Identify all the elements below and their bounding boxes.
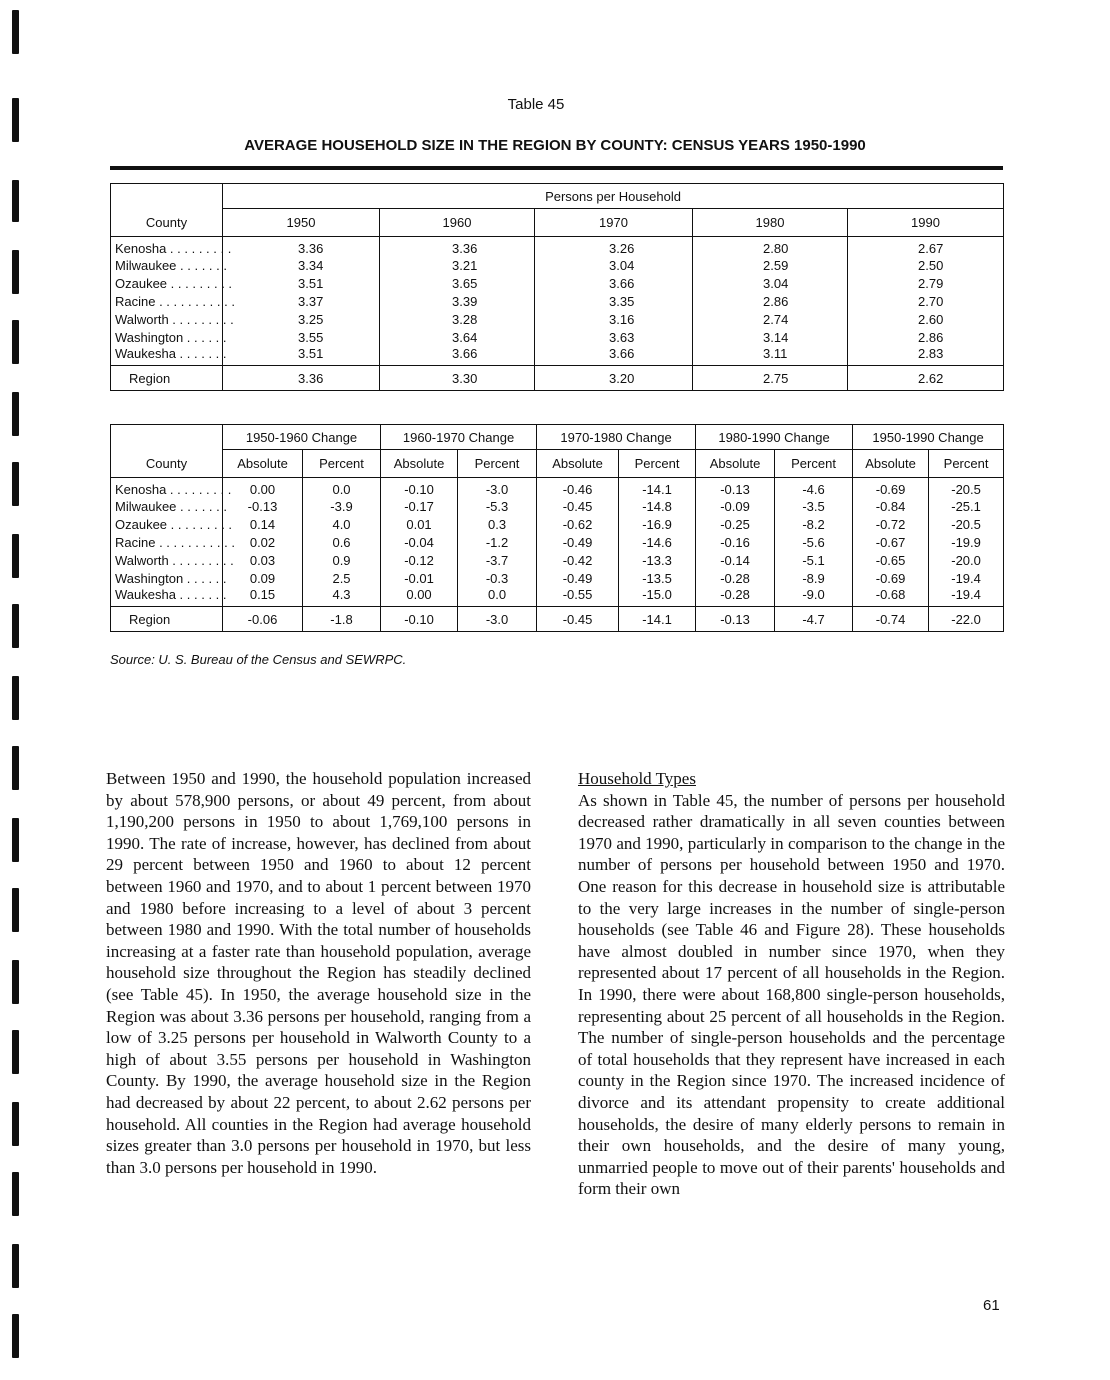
cell-value: -14.1	[619, 478, 696, 498]
cell-value: -0.25	[696, 515, 775, 533]
county-name: Kenosha . . . . . . . . .	[111, 478, 223, 498]
change-period-header: 1980-1990 Change	[696, 425, 853, 450]
table-row	[111, 292, 1004, 310]
cell-value: -0.12	[381, 551, 458, 569]
page-number: 61	[983, 1297, 1000, 1314]
absolute-header: Absolute	[381, 450, 458, 478]
percent-header: Percent	[303, 450, 381, 478]
county-column-header: County	[111, 450, 223, 478]
cell-value: 0.00	[223, 478, 303, 498]
cell-value: -0.65	[853, 551, 929, 569]
percent-header: Percent	[619, 450, 696, 478]
binder-mark	[12, 888, 19, 932]
cell-value: -0.3	[458, 569, 537, 587]
table-row	[111, 274, 1004, 292]
cell-value: -25.1	[929, 497, 1004, 515]
cell-value: -0.13	[696, 478, 775, 498]
cell-value: -0.62	[537, 515, 619, 533]
cell-value: 3.11	[693, 346, 848, 366]
table-row	[111, 478, 1004, 498]
cell-value: 3.63	[535, 328, 693, 346]
region-value: -14.1	[619, 607, 696, 632]
county-name: Waukesha . . . . . . .	[111, 346, 223, 366]
cell-value: -0.01	[381, 569, 458, 587]
cell-value: -1.2	[458, 533, 537, 551]
cell-value: 3.16	[535, 310, 693, 328]
table-row	[111, 533, 1004, 551]
cell-value: -0.67	[853, 533, 929, 551]
cell-value: -4.6	[775, 478, 853, 498]
cell-value: 3.25	[223, 310, 380, 328]
table-row	[111, 515, 1004, 533]
cell-value: 2.59	[693, 256, 848, 274]
cell-value: -3.7	[458, 551, 537, 569]
binder-mark	[12, 960, 19, 1004]
source-note: Source: U. S. Bureau of the Census and SEWRPC.	[110, 652, 407, 667]
cell-value: -3.0	[458, 478, 537, 498]
cell-value: 0.09	[223, 569, 303, 587]
region-value: 2.75	[693, 366, 848, 391]
cell-value: 2.5	[303, 569, 381, 587]
cell-value: -0.42	[537, 551, 619, 569]
table-row	[111, 346, 1004, 366]
cell-value: -0.04	[381, 533, 458, 551]
cell-value: -15.0	[619, 587, 696, 607]
cell-value: 3.66	[535, 346, 693, 366]
cell-value: 3.51	[223, 274, 380, 292]
cell-value: -0.49	[537, 569, 619, 587]
cell-value: 3.51	[223, 346, 380, 366]
binder-mark	[12, 320, 19, 364]
table-row	[111, 237, 1004, 257]
cell-value: 2.86	[848, 328, 1004, 346]
cell-value: 3.66	[380, 346, 535, 366]
table-row	[111, 497, 1004, 515]
body-text-left: Between 1950 and 1990, the household population increased by about 578,900 persons, or about 49 percent, from about 1,190,200 persons in 1950 to about 1,769,100 persons in 1990. The rate of increase, however, has declined from about 29 percent between 1950 and 1960 to about 12 percent between 1960 and 1970, and to about 1 percent between 1970 and 1980 before increasing to a level of about 3 percent between 1980 and 1990. With the total number of households increasing at a faster rate than household population, average household size throughout the Region has steadily declined (see Table 45). In 1950, the average household size in the Region was about 3.36 persons per household, ranging from a low of 3.25 persons per household in Walworth County to a high of about 3.55 persons per household in Washington County. By 1990, the average household size in the Region had decreased by about 22 percent, to about 2.62 persons per household. All counties in the Region had average household sizes greater than 3.0 persons per household in 1970, but less than 3.0 persons per household in 1990.	[106, 769, 531, 1177]
binder-mark	[12, 10, 19, 54]
cell-value: 2.50	[848, 256, 1004, 274]
county-name: Washington . . . . . .	[111, 569, 223, 587]
cell-value: 2.83	[848, 346, 1004, 366]
cell-value: 0.15	[223, 587, 303, 607]
region-value: -4.7	[775, 607, 853, 632]
cell-value: 3.37	[223, 292, 380, 310]
table-row	[111, 569, 1004, 587]
cell-value: -0.13	[223, 497, 303, 515]
cell-value: 0.00	[381, 587, 458, 607]
cell-value: 3.66	[535, 274, 693, 292]
binder-mark	[12, 180, 19, 222]
region-value: -0.10	[381, 607, 458, 632]
cell-value: -0.49	[537, 533, 619, 551]
cell-value: 0.02	[223, 533, 303, 551]
percent-header: Percent	[929, 450, 1004, 478]
cell-value: 2.80	[693, 237, 848, 257]
binder-mark	[12, 604, 19, 648]
cell-value: 0.01	[381, 515, 458, 533]
binder-margin	[0, 0, 40, 1380]
percent-header: Percent	[775, 450, 853, 478]
cell-value: -0.69	[853, 569, 929, 587]
cell-value: -20.5	[929, 478, 1004, 498]
region-value: -0.06	[223, 607, 303, 632]
absolute-header: Absolute	[223, 450, 303, 478]
county-name: Washington . . . . . .	[111, 328, 223, 346]
binder-mark	[12, 676, 19, 720]
binder-mark	[12, 1244, 19, 1288]
table-row	[111, 310, 1004, 328]
persons-per-household-header: Persons per Household	[223, 184, 1004, 209]
cell-value: -0.28	[696, 587, 775, 607]
table-row	[111, 551, 1004, 569]
region-value: 3.36	[223, 366, 380, 391]
absolute-header: Absolute	[853, 450, 929, 478]
region-value: -3.0	[458, 607, 537, 632]
county-name: Milwaukee . . . . . . .	[111, 497, 223, 515]
body-text-right	[578, 768, 1005, 1200]
cell-value: 3.65	[380, 274, 535, 292]
binder-mark	[12, 534, 19, 578]
cell-value: 3.36	[223, 237, 380, 257]
cell-value: 0.9	[303, 551, 381, 569]
county-name: Kenosha . . . . . . . . .	[111, 237, 223, 257]
title-rule	[110, 166, 1003, 170]
cell-value: -5.6	[775, 533, 853, 551]
table-heading: AVERAGE HOUSEHOLD SIZE IN THE REGION BY COUNTY: CENSUS YEARS 1950-1990	[244, 137, 866, 154]
cell-value: 3.04	[693, 274, 848, 292]
cell-value: -0.46	[537, 478, 619, 498]
cell-value: 0.6	[303, 533, 381, 551]
county-name: Milwaukee . . . . . . .	[111, 256, 223, 274]
percent-header: Percent	[458, 450, 537, 478]
county-name: Walworth . . . . . . . . .	[111, 310, 223, 328]
cell-value: 4.0	[303, 515, 381, 533]
cell-value: 2.60	[848, 310, 1004, 328]
cell-value: -0.17	[381, 497, 458, 515]
table2-corner	[111, 425, 223, 450]
cell-value: -0.68	[853, 587, 929, 607]
cell-value: -19.9	[929, 533, 1004, 551]
county-name: Ozaukee . . . . . . . . .	[111, 274, 223, 292]
change-period-header: 1970-1980 Change	[537, 425, 696, 450]
cell-value: -0.28	[696, 569, 775, 587]
region-value: -0.13	[696, 607, 775, 632]
cell-value: -0.09	[696, 497, 775, 515]
household-size-change-table	[110, 424, 1004, 632]
region-value: -1.8	[303, 607, 381, 632]
cell-value: 3.36	[380, 237, 535, 257]
cell-value: -5.3	[458, 497, 537, 515]
cell-value: -20.0	[929, 551, 1004, 569]
cell-value: 3.39	[380, 292, 535, 310]
region-label: Region	[111, 366, 223, 391]
cell-value: -16.9	[619, 515, 696, 533]
binder-mark	[12, 250, 19, 294]
cell-value: -0.14	[696, 551, 775, 569]
cell-value: 3.04	[535, 256, 693, 274]
cell-value: 3.28	[380, 310, 535, 328]
cell-value: 0.3	[458, 515, 537, 533]
cell-value: -14.6	[619, 533, 696, 551]
cell-value: -19.4	[929, 587, 1004, 607]
county-column-header: County	[111, 209, 223, 237]
cell-value: 0.0	[458, 587, 537, 607]
cell-value: 2.70	[848, 292, 1004, 310]
cell-value: -9.0	[775, 587, 853, 607]
binder-mark	[12, 1172, 19, 1216]
county-name: Waukesha . . . . . . .	[111, 587, 223, 607]
region-label: Region	[111, 607, 223, 632]
region-value: -0.45	[537, 607, 619, 632]
binder-mark	[12, 1314, 19, 1358]
cell-value: 3.35	[535, 292, 693, 310]
cell-value: -8.9	[775, 569, 853, 587]
table-number: Table 45	[507, 96, 565, 113]
year-header: 1980	[693, 209, 848, 237]
region-value: 2.62	[848, 366, 1004, 391]
binder-mark	[12, 1030, 19, 1074]
table-row	[111, 256, 1004, 274]
table1-corner	[111, 184, 223, 209]
cell-value: 2.79	[848, 274, 1004, 292]
table-row	[111, 587, 1004, 607]
cell-value: 3.34	[223, 256, 380, 274]
binder-mark	[12, 746, 19, 790]
cell-value: -8.2	[775, 515, 853, 533]
cell-value: -19.4	[929, 569, 1004, 587]
binder-mark	[12, 1102, 19, 1146]
cell-value: -0.55	[537, 587, 619, 607]
year-header: 1950	[223, 209, 380, 237]
section-body: As shown in Table 45, the number of persons per household decreased rather dramatically in all seven counties between 1970 and 1990, particularly in comparison to the change in the number of persons per household between 1950 and 1970. One reason for this decrease in household size is attributable to the very large increases in the number of single-person households (see Table 46 and Figure 28). These households have almost doubled in number since 1970, when they represented about 17 percent of all households in the Region. In 1990, there were about 168,800 single-person households, representing about 25 percent of all households in the Region. The number of single-person households and the percentage of total households that they represent have increased in each county in the Region since 1970. The increased incidence of divorce and its attendant propensity to create additional households, the desire of many elderly persons to remain in their own households, and the desire of many young, unmarried people to move out of their parents' households and form their own	[578, 790, 1005, 1199]
cell-value: -13.3	[619, 551, 696, 569]
cell-value: 2.86	[693, 292, 848, 310]
county-name: Ozaukee . . . . . . . . .	[111, 515, 223, 533]
cell-value: 3.14	[693, 328, 848, 346]
change-period-header: 1960-1970 Change	[381, 425, 537, 450]
cell-value: -13.5	[619, 569, 696, 587]
cell-value: 3.26	[535, 237, 693, 257]
binder-mark	[12, 392, 19, 436]
cell-value: -0.72	[853, 515, 929, 533]
binder-mark	[12, 818, 19, 862]
county-name: Racine . . . . . . . . . . .	[111, 533, 223, 551]
cell-value: 0.03	[223, 551, 303, 569]
cell-value: 2.67	[848, 237, 1004, 257]
cell-value: -3.9	[303, 497, 381, 515]
cell-value: 3.21	[380, 256, 535, 274]
cell-value: -5.1	[775, 551, 853, 569]
year-header: 1960	[380, 209, 535, 237]
household-size-table	[110, 183, 1004, 391]
year-header: 1990	[848, 209, 1004, 237]
cell-value: 0.0	[303, 478, 381, 498]
change-period-header: 1950-1960 Change	[223, 425, 381, 450]
year-header: 1970	[535, 209, 693, 237]
section-heading: Household Types	[578, 769, 696, 788]
cell-value: 0.14	[223, 515, 303, 533]
cell-value: -0.10	[381, 478, 458, 498]
cell-value: -0.16	[696, 533, 775, 551]
change-period-header: 1950-1990 Change	[853, 425, 1004, 450]
absolute-header: Absolute	[696, 450, 775, 478]
cell-value: -20.5	[929, 515, 1004, 533]
table-row	[111, 328, 1004, 346]
region-value: -22.0	[929, 607, 1004, 632]
cell-value: -0.84	[853, 497, 929, 515]
cell-value: 2.74	[693, 310, 848, 328]
region-value: 3.30	[380, 366, 535, 391]
county-name: Racine . . . . . . . . . . .	[111, 292, 223, 310]
cell-value: -0.45	[537, 497, 619, 515]
cell-value: 3.64	[380, 328, 535, 346]
cell-value: -14.8	[619, 497, 696, 515]
cell-value: 4.3	[303, 587, 381, 607]
region-value: -0.74	[853, 607, 929, 632]
cell-value: -3.5	[775, 497, 853, 515]
county-name: Walworth . . . . . . . . .	[111, 551, 223, 569]
absolute-header: Absolute	[537, 450, 619, 478]
region-row	[111, 607, 1004, 632]
region-row	[111, 366, 1004, 391]
cell-value: -0.69	[853, 478, 929, 498]
cell-value: 3.55	[223, 328, 380, 346]
binder-mark	[12, 462, 19, 506]
region-value: 3.20	[535, 366, 693, 391]
